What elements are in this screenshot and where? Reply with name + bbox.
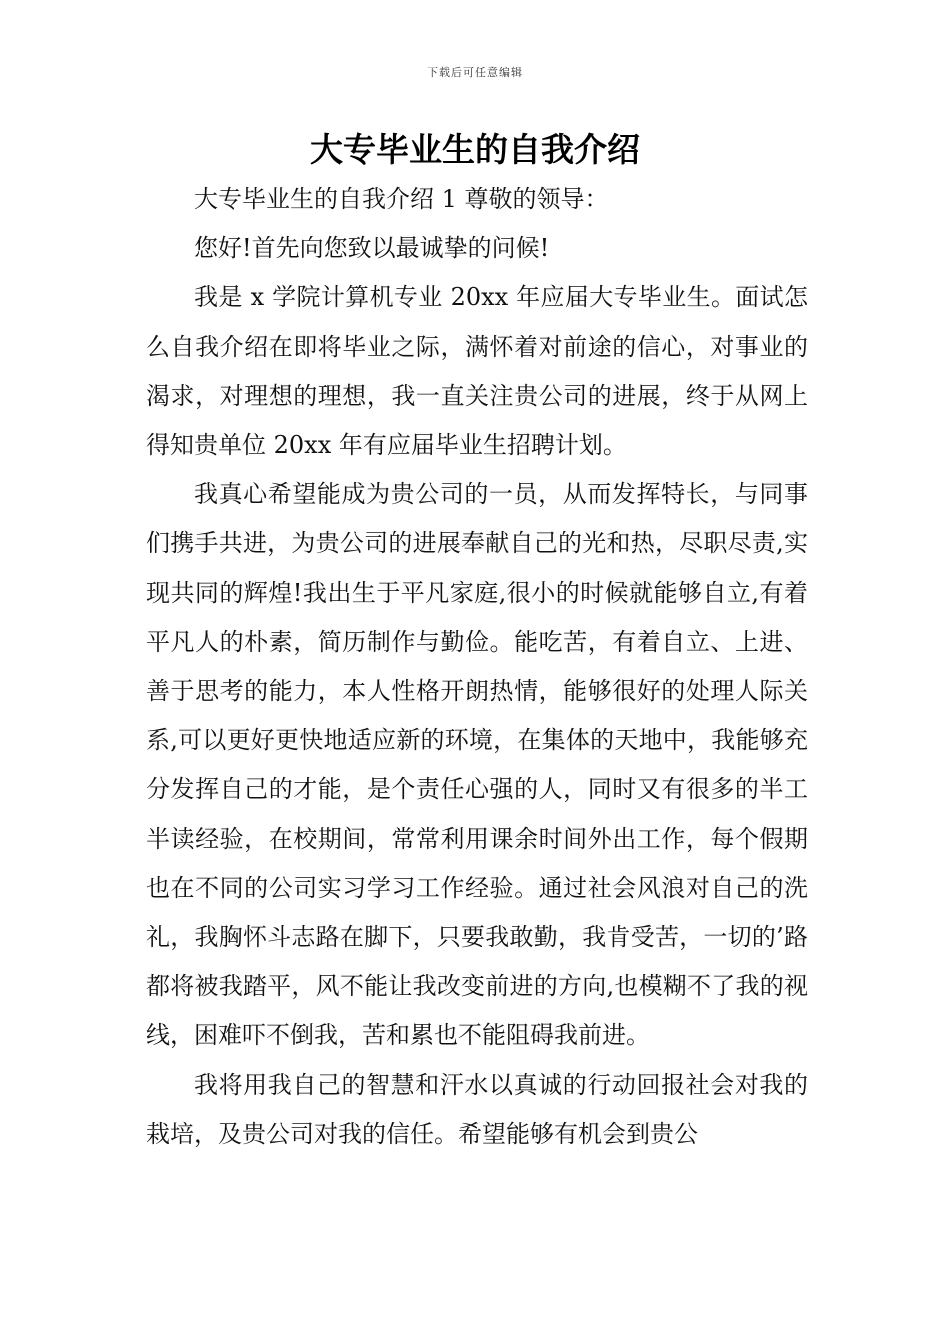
paragraph-greeting: 您好!首先向您致以最诚挚的问候! bbox=[194, 234, 550, 263]
paragraph-closing: 我将用我自己的智慧和汗水以真诚的行动回报社会对我的栽培，及贵公司对我的信任。希望能够有机会到贵公 bbox=[146, 1070, 808, 1148]
document-body bbox=[146, 175, 808, 1159]
paragraph-salutation: 大专毕业生的自我介绍 1 尊敬的领导： bbox=[194, 185, 609, 213]
header-note: 下载后可任意编辑 bbox=[427, 66, 523, 79]
paragraph-introduction: 我是 x 学院计算机专业 20xx 年应届大专毕业生。面试怎么自我介绍在即将毕业之际，满怀着对前途的信心，对事业的渴求，对理想的理想，我一直关注贵公司的进展，终于从网上得知贵单位 20xx 年有应届毕业生招聘计划。 bbox=[146, 283, 808, 460]
paragraph-personal-qualities: 我真心希望能成为贵公司的一员，从而发挥特长，与同事们携手共进，为贵公司的进展奉献自己的光和热，尽职尽责,实现共同的辉煌!我出生于平凡家庭,很小的时候就能够自立,有着平凡人的朴素，简历制作与勤俭。能吃苦，有着自立、上进、善于思考的能力，本人性格开朗热情，能够很好的处理人际关系,可以更好更快地适应新的环境，在集体的天地中，我能够充分发挥自己的才能，是个责任心强的人，同时又有很多的半工半读经验，在校期间，常常利用课余时间外出工作，每个假期也在不同的公司实习学习工作经验。通过社会风浪对自己的洗礼，我胸怀斗志路在脚下，只要我敢勤，我肯受苦，一切的’路都将被我踏平，风不能让我改变前进的方向,也模糊不了我的视线，困难吓不倒我，苦和累也不能阻碍我前进。 bbox=[146, 480, 808, 1050]
document-title: 大专毕业生的自我介绍 bbox=[310, 130, 640, 169]
